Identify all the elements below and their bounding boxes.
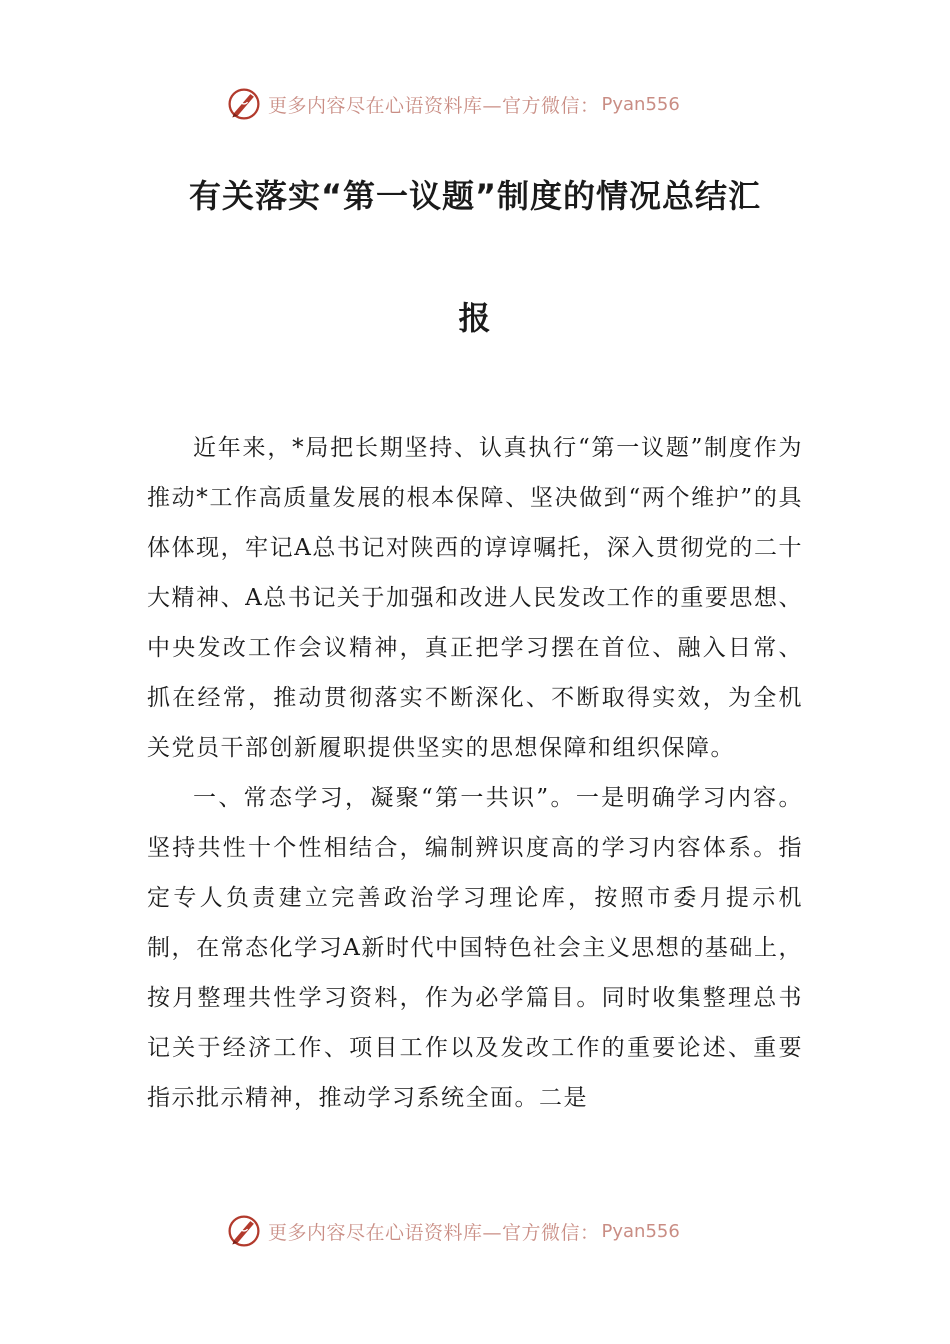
pen-circle-logo-icon — [226, 86, 262, 122]
watermark-footer — [226, 1211, 680, 1251]
watermark-header — [226, 84, 680, 124]
watermark-handle: Pyan556 — [601, 1220, 680, 1242]
paragraph-section-one: 一、常态学习，凝聚“第一共识”。一是明确学习内容。坚持共性十个性相结合，编制辨识度高的学习内容体系。指定专人负责建立完善政治学习理论库，按照市委月提示机制，在常态化学习A新时代中国特色社会主义思想的基础上，按月整理共性学习资料，作为必学篇目。同时收集整理总书记关于经济工作、项目工作以及发改工作的重要论述、重要指示批示精神，推动学习系统全面。二是 — [147, 785, 803, 1111]
pen-circle-logo-icon — [226, 1213, 262, 1249]
document-body — [147, 423, 803, 1123]
watermark-handle: Pyan556 — [601, 93, 680, 115]
watermark-text: 更多内容尽在心语资料库—官方微信： — [268, 1221, 600, 1244]
document-title: 有关落实“第一议题”制度的情况总结汇 — [188, 177, 762, 215]
watermark-text: 更多内容尽在心语资料库—官方微信： — [268, 94, 600, 117]
paragraph-intro: 近年来，*局把长期坚持、认真执行“第一议题”制度作为推动*工作高质量发展的根本保障、坚决做到“两个维护”的具体体现，牢记A总书记对陕西的谆谆嘱托，深入贯彻党的二十大精神、A总书记关于加强和改进人民发改工作的重要思想、中央发改工作会议精神，真正把学习摆在首位、融入日常、抓在经常，推动贯彻落实不断深化、不断取得实效，为全机关党员干部创新履职提供坚实的思想保障和组织保障。 — [147, 435, 803, 761]
document-title-continued: 报 — [458, 299, 492, 337]
